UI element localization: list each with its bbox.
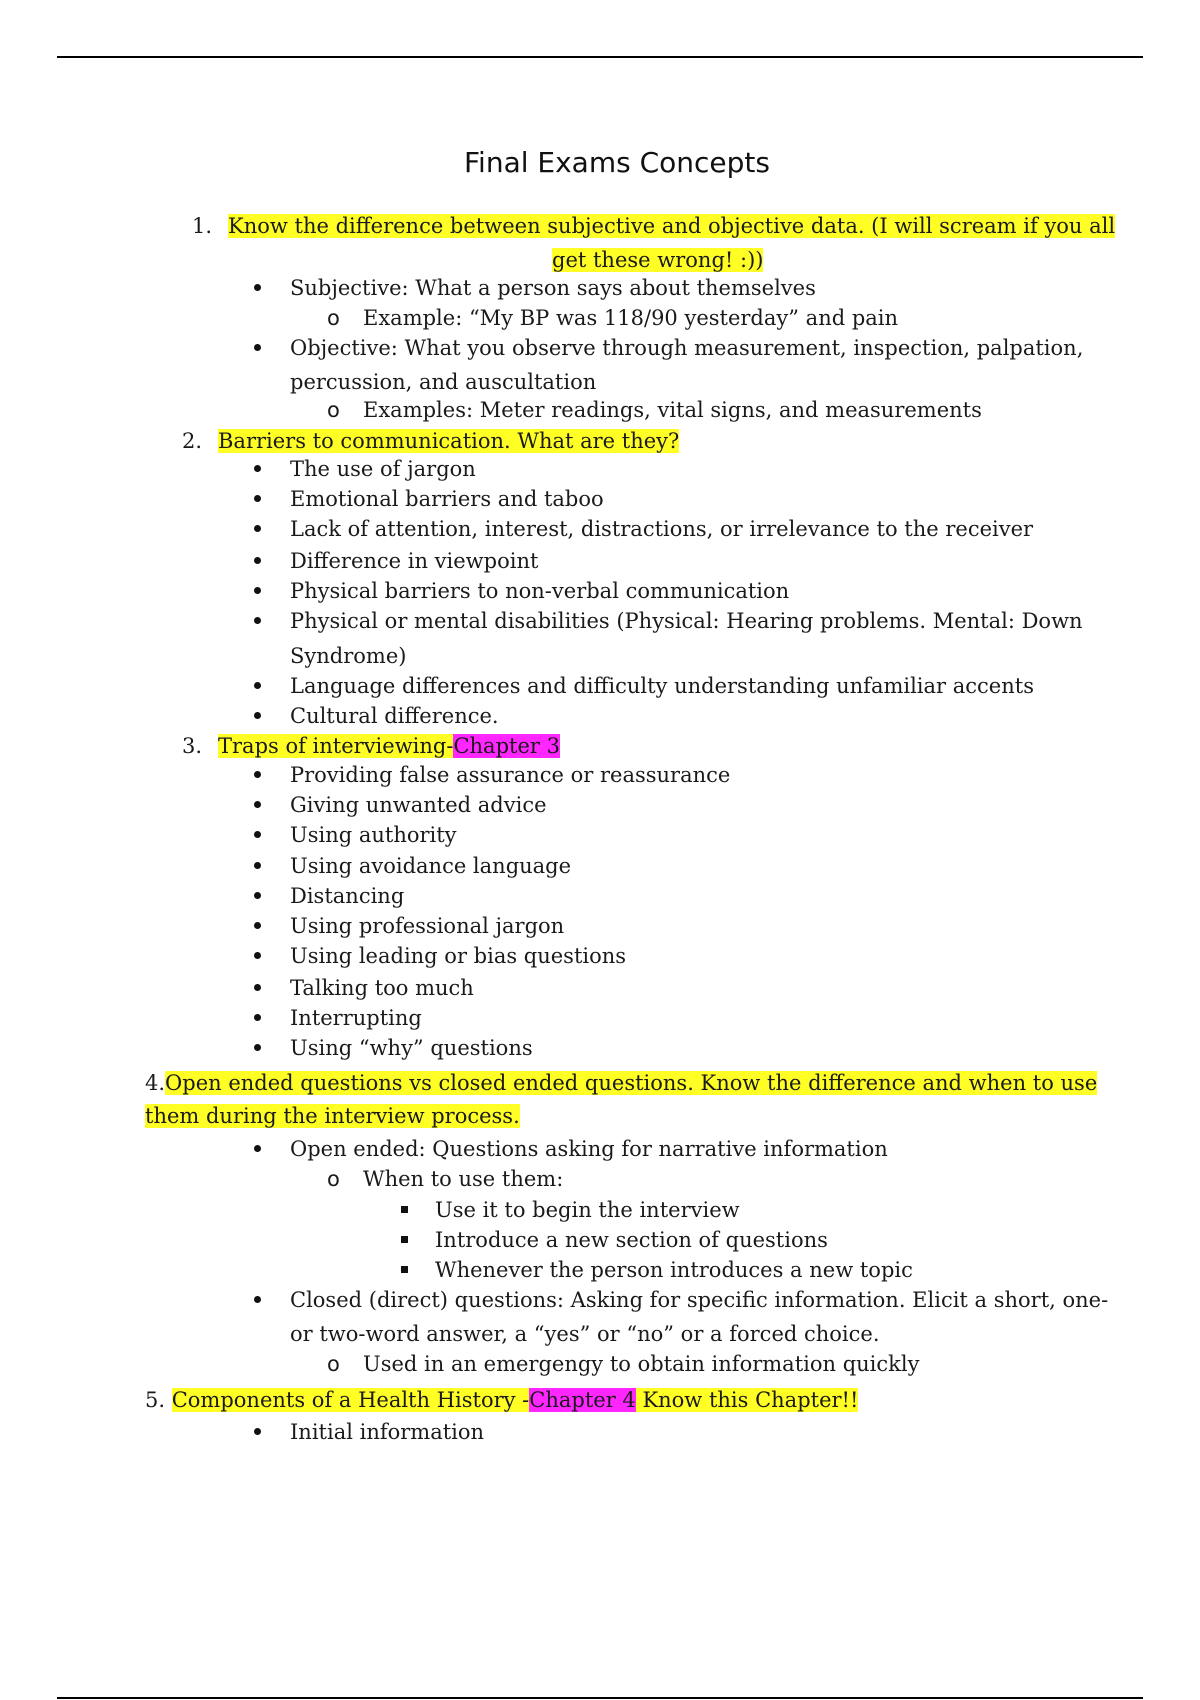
bullet-icon bbox=[254, 801, 261, 808]
section-2-number: 2. bbox=[182, 429, 203, 453]
list-item: Using avoidance language bbox=[290, 854, 572, 878]
section-4-heading-line1: 4.Open ended questions vs closed ended questions. Know the difference and when to use bbox=[145, 1071, 1098, 1095]
bullet-icon bbox=[254, 984, 261, 991]
list-item: Using authority bbox=[290, 823, 457, 847]
bullet-icon bbox=[254, 771, 261, 778]
list-item: Giving unwanted advice bbox=[290, 793, 547, 817]
bullet-icon bbox=[254, 1296, 261, 1303]
section-5-number: 5. bbox=[145, 1388, 172, 1412]
square-bullet-icon bbox=[401, 1206, 408, 1213]
list-item: Examples: Meter readings, vital signs, and measurements bbox=[363, 398, 982, 422]
list-item: Language differences and difficulty understanding unfamiliar accents bbox=[290, 674, 1034, 698]
list-item: When to use them: bbox=[363, 1167, 564, 1191]
list-item: Emotional barriers and taboo bbox=[290, 487, 604, 511]
bullet-icon bbox=[254, 922, 261, 929]
bullet-icon bbox=[254, 952, 261, 959]
list-item: Syndrome) bbox=[290, 644, 407, 668]
list-item: Difference in viewpoint bbox=[290, 549, 539, 573]
list-item: Objective: What you observe through measurement, inspection, palpation, bbox=[290, 336, 1084, 360]
bullet-icon bbox=[254, 892, 261, 899]
header-rule bbox=[57, 56, 1143, 58]
list-item: Subjective: What a person says about themselves bbox=[290, 276, 816, 300]
list-item: percussion, and auscultation bbox=[290, 370, 597, 394]
list-item: Use it to begin the interview bbox=[435, 1198, 740, 1222]
list-item: Interrupting bbox=[290, 1006, 422, 1030]
square-bullet-icon bbox=[401, 1266, 408, 1273]
list-item: Physical or mental disabilities (Physical: Hearing problems. Mental: Down bbox=[290, 609, 1083, 633]
list-item: Providing false assurance or reassurance bbox=[290, 763, 731, 787]
list-item: Example: “My BP was 118/90 yesterday” and pain bbox=[363, 306, 899, 330]
section-5-heading: 5. Components of a Health History -Chapter 4 Know this Chapter!! bbox=[145, 1388, 859, 1412]
sub-bullet-icon: o bbox=[327, 1167, 340, 1191]
list-item: Using leading or bias questions bbox=[290, 944, 627, 968]
bullet-icon bbox=[254, 712, 261, 719]
bullet-icon bbox=[254, 1014, 261, 1021]
list-item: Introduce a new section of questions bbox=[435, 1228, 828, 1252]
list-item: Closed (direct) questions: Asking for specific information. Elicit a short, one- bbox=[290, 1288, 1109, 1312]
sub-bullet-icon: o bbox=[327, 1352, 340, 1376]
list-item: Lack of attention, interest, distractions, or irrelevance to the receiver bbox=[290, 517, 1034, 541]
bullet-icon bbox=[254, 862, 261, 869]
footer-rule bbox=[57, 1697, 1143, 1699]
bullet-icon bbox=[254, 525, 261, 532]
list-item: Talking too much bbox=[290, 976, 474, 1000]
square-bullet-icon bbox=[401, 1236, 408, 1243]
bullet-icon bbox=[254, 587, 261, 594]
chapter-tag: Chapter 3 bbox=[453, 734, 560, 758]
bullet-icon bbox=[254, 831, 261, 838]
bullet-icon bbox=[254, 1044, 261, 1051]
list-item: The use of jargon bbox=[290, 457, 476, 481]
bullet-icon bbox=[254, 1145, 261, 1152]
list-item: Using professional jargon bbox=[290, 914, 565, 938]
section-4-heading-line2: them during the interview process. bbox=[145, 1104, 520, 1128]
section-1-heading-line1: Know the difference between subjective and objective data. (I will scream if you all bbox=[228, 214, 1116, 238]
list-item: Initial information bbox=[290, 1420, 485, 1444]
bullet-icon bbox=[254, 1428, 261, 1435]
section-1-number: 1. bbox=[192, 214, 213, 238]
list-item: Distancing bbox=[290, 884, 405, 908]
bullet-icon bbox=[254, 344, 261, 351]
section-3-heading: Traps of interviewing-Chapter 3 bbox=[218, 734, 560, 758]
section-2-heading: Barriers to communication. What are they? bbox=[218, 429, 680, 453]
list-item: Physical barriers to non-verbal communication bbox=[290, 579, 790, 603]
chapter-tag: Chapter 4 bbox=[529, 1388, 636, 1412]
list-item: or two-word answer, a “yes” or “no” or a forced choice. bbox=[290, 1322, 880, 1346]
section-4-number: 4. bbox=[145, 1071, 166, 1095]
bullet-icon bbox=[254, 465, 261, 472]
sub-bullet-icon: o bbox=[327, 398, 340, 422]
list-item: Using “why” questions bbox=[290, 1036, 533, 1060]
bullet-icon bbox=[254, 284, 261, 291]
document-title: Final Exams Concepts bbox=[463, 146, 770, 179]
list-item: Open ended: Questions asking for narrative information bbox=[290, 1137, 888, 1161]
section-1-heading-line2: get these wrong! :)) bbox=[552, 248, 764, 272]
bullet-icon bbox=[254, 682, 261, 689]
list-item: Cultural difference. bbox=[290, 704, 499, 728]
bullet-icon bbox=[254, 617, 261, 624]
list-item: Used in an emergengy to obtain information quickly bbox=[363, 1352, 920, 1376]
list-item: Whenever the person introduces a new topic bbox=[435, 1258, 913, 1282]
bullet-icon bbox=[254, 557, 261, 564]
bullet-icon bbox=[254, 495, 261, 502]
sub-bullet-icon: o bbox=[327, 306, 340, 330]
section-3-number: 3. bbox=[182, 734, 203, 758]
